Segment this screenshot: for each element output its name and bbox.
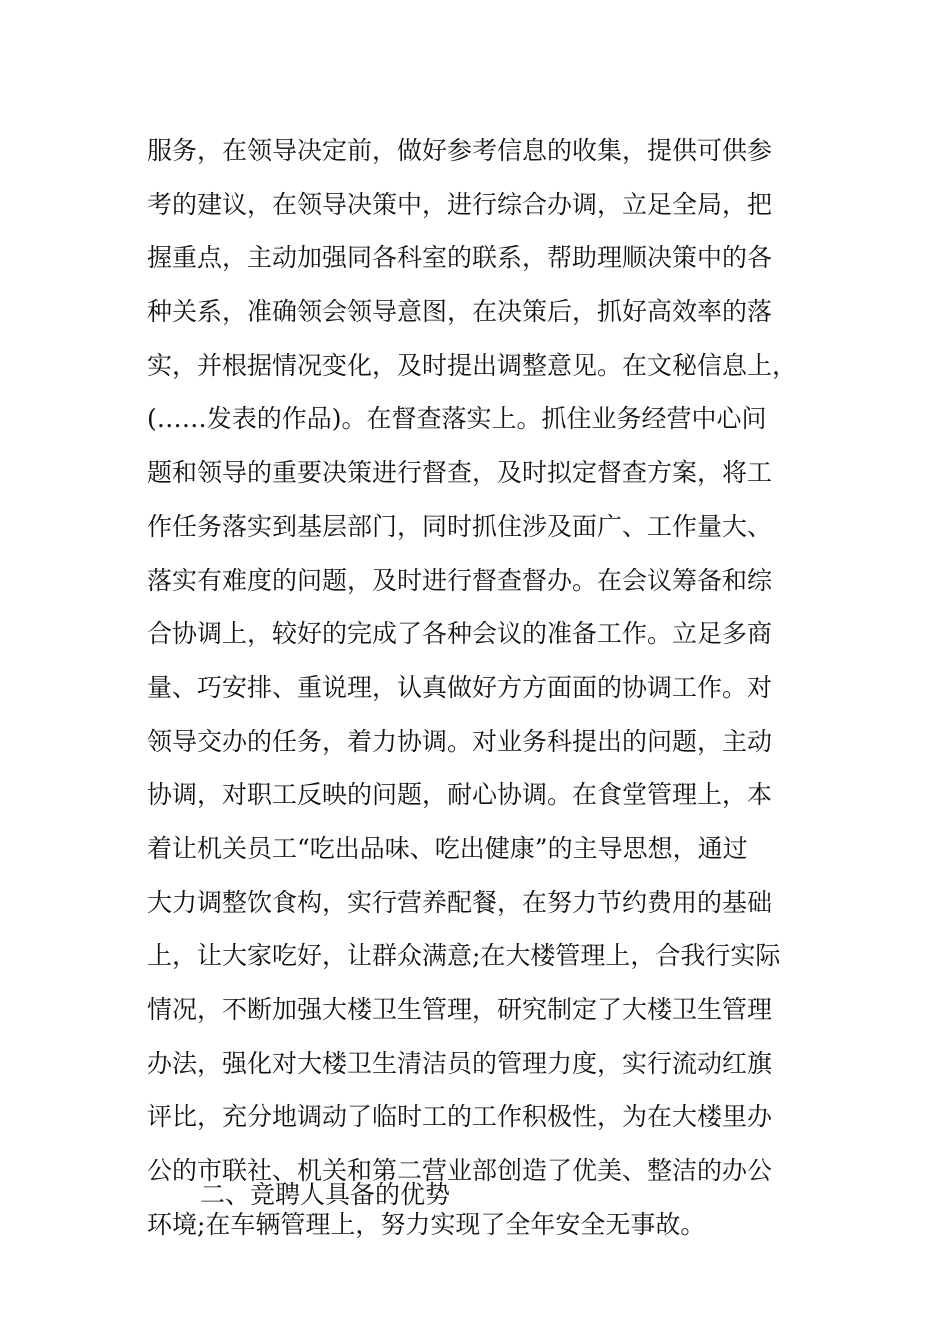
- paragraph-line: 握重点，主动加强同各科室的联系，帮助理顺决策中的各: [147, 243, 773, 273]
- paragraph-line: 情况，不断加强大楼卫生管理，研究制定了大楼卫生管理: [147, 995, 773, 1024]
- paragraph-line: 合协调上，较好的完成了各种会议的准备工作。立足多商: [147, 619, 773, 649]
- paragraph-line: (……发表的作品)。在督查落实上。抓住业务经营中心问: [147, 404, 767, 434]
- paragraph-line: 领导交办的任务，着力协调。对业务科提出的问题，主动: [147, 726, 773, 756]
- paragraph-line: 公的市联社、机关和第二营业部创造了优美、整洁的办公: [147, 1156, 773, 1186]
- paragraph-line: 作任务落实到基层部门，同时抓住涉及面广、工作量大、: [147, 511, 773, 541]
- paragraph-line: 环境;在车辆管理上，努力实现了全年安全无事故。: [147, 1209, 706, 1239]
- paragraph-line: 题和领导的重要决策进行督查，及时拟定督查方案，将工: [147, 458, 773, 488]
- paragraph-line: 大力调整饮食构，实行营养配餐，在努力节约费用的基础: [147, 887, 773, 917]
- paragraph-line: 考的建议，在领导决策中，进行综合办调，立足全局，把: [147, 189, 773, 219]
- paragraph-line: 服务，在领导决定前，做好参考信息的收集，提供可供参: [147, 136, 773, 165]
- paragraph-body: [147, 124, 807, 1251]
- paragraph-line: 办法，强化对大楼卫生清洁员的管理力度，实行流动红旗: [147, 1048, 773, 1078]
- paragraph-line: 协调，对职工反映的问题，耐心协调。在食堂管理上，本: [147, 780, 773, 810]
- section-heading: 二、竞聘人具备的优势: [200, 1180, 451, 1209]
- paragraph-line: 着让机关员工“吃出品味、吃出健康”的主导思想，通过: [147, 833, 748, 863]
- paragraph-line: 种关系，准确领会领导意图，在决策后，抓好高效率的落: [147, 297, 773, 327]
- paragraph-line: 量、巧安排、重说理，认真做好方方面面的协调工作。对: [147, 672, 773, 702]
- paragraph-line: 实，并根据情况变化，及时提出调整意见。在文秘信息上，: [147, 350, 798, 380]
- paragraph-line: 上，让大家吃好，让群众满意;在大楼管理上，合我行实际: [147, 941, 781, 971]
- paragraph-line: 落实有难度的问题，及时进行督查督办。在会议筹备和综: [147, 565, 773, 595]
- paragraph-line: 评比，充分地调动了临时工的工作积极性，为在大楼里办: [147, 1102, 773, 1132]
